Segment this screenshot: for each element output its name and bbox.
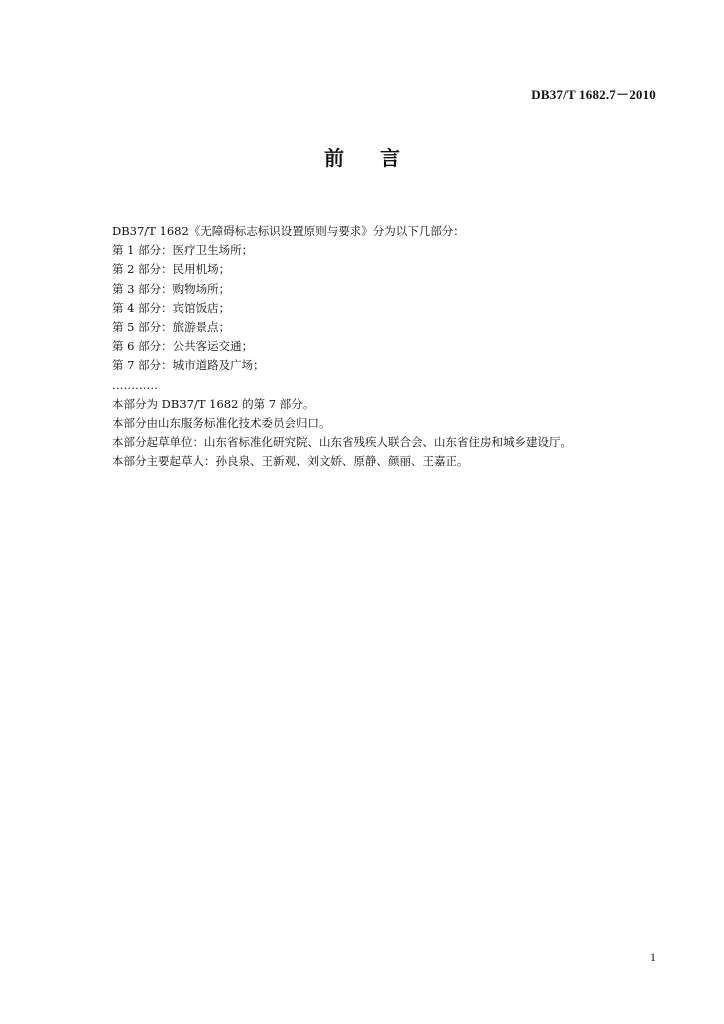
body-line: 本部分主要起草人：孙良泉、王新观、刘文娇、原静、颜丽、王嘉正。 <box>112 454 469 469</box>
body-line: 本部分起草单位：山东省标准化研究院、山东省残疾人联合会、山东省住房和城乡建设厅。 <box>112 435 572 450</box>
document-code: DB37/T 1682.7－2010 <box>531 87 656 102</box>
preface-body <box>112 222 632 472</box>
body-line: 第 6 部分：公共客运交通； <box>112 339 254 354</box>
body-line: ………… <box>112 377 158 392</box>
page-number: 1 <box>650 950 656 964</box>
body-line: 本部分为 DB37/T 1682 的第 7 部分。 <box>112 396 315 411</box>
body-line: 第 3 部分：购物场所； <box>112 281 231 296</box>
body-line: 第 7 部分：城市道路及广场； <box>112 358 265 373</box>
body-line: DB37/T 1682《无障碍标志标识设置原则与要求》分为以下几部分： <box>112 224 465 238</box>
page-title: 前言 <box>324 146 436 170</box>
body-line: 第 1 部分：医疗卫生场所； <box>112 243 254 258</box>
body-line: 第 4 部分：宾馆饭店； <box>112 300 231 315</box>
body-line: 本部分由山东服务标准化技术委员会归口。 <box>112 416 331 431</box>
body-line: 第 2 部分：民用机场； <box>112 262 231 277</box>
body-line: 第 5 部分：旅游景点； <box>112 320 231 335</box>
